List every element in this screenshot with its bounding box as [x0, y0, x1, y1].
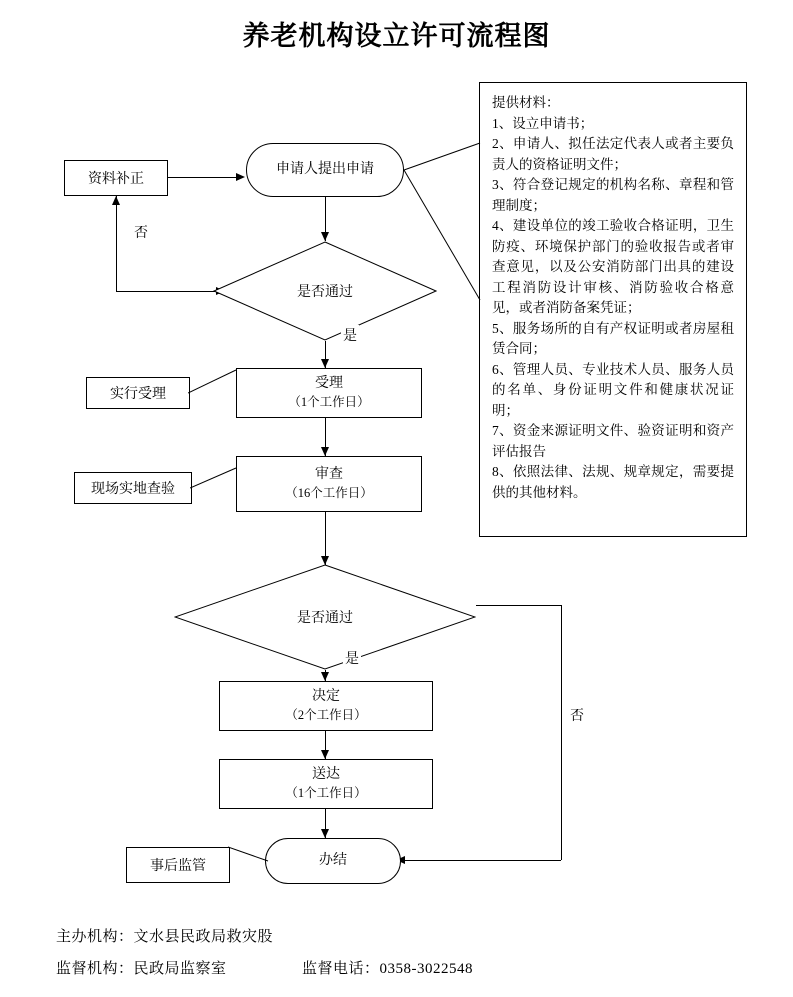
arrowhead — [321, 359, 329, 368]
node-apply — [246, 143, 404, 197]
edge-correction-to-apply — [168, 177, 236, 178]
node-accept-sub: （1个工作日） — [288, 395, 370, 409]
node-finish-label: 办结 — [319, 852, 347, 868]
node-decide-label: 决定 — [312, 689, 340, 705]
edge-no-branch-horizontal — [116, 291, 216, 292]
node-deliver-label: 送达 — [312, 767, 340, 783]
footer-supervisor: 监督机构：民政局监察室 — [56, 961, 227, 977]
footer-phone: 监督电话：0358-3022548 — [302, 961, 473, 977]
page-title: 养老机构设立许可流程图 — [242, 21, 551, 52]
node-deliver — [219, 759, 433, 809]
node-review — [236, 456, 422, 512]
materials-item: 2、申请人、拟任法定代表人或者主要负责人的资格证明文件； — [492, 136, 734, 172]
node-deliver-sub: （1个工作日） — [285, 786, 367, 800]
materials-item: 8、依照法律、法规、规章规定，需要提供的其他材料。 — [492, 464, 734, 500]
node-decision2-label: 是否通过 — [297, 611, 353, 626]
edge-no-branch-vertical — [116, 196, 117, 292]
materials-item: 6、管理人员、专业技术人员、服务人员的名单、身份证明文件和健康状况证明； — [492, 361, 734, 418]
materials-item: 4、建设单位的竣工验收合格证明，卫生防疫、环境保护部门的验收报告或者审查意见，以及公安消防部门出具的建设工程消防设计审核、消防验收合格意见，或者消防备案凭证； — [492, 218, 734, 316]
materials-item: 3、符合登记规定的机构名称、章程和管理制度； — [492, 177, 734, 213]
label-correction: 资料补正 — [64, 160, 168, 196]
arrowhead — [321, 232, 329, 241]
edge-no-branch-2-vertical — [561, 605, 562, 860]
node-decide-sub: （2个工作日） — [285, 708, 367, 722]
edge-label-yes-1: 是 — [341, 325, 359, 345]
materials-item: 5、服务场所的自有产权证明或者房屋租赁合同； — [492, 320, 734, 357]
arrowhead — [321, 829, 329, 838]
node-apply-label: 申请人提出申请 — [276, 161, 374, 177]
node-accept-label: 受理 — [315, 376, 343, 392]
edge-label-no-2: 否 — [568, 705, 586, 725]
materials-box — [479, 82, 747, 537]
edge-label-no-1: 否 — [132, 222, 150, 242]
arrowhead — [112, 196, 120, 205]
node-decision1-label: 是否通过 — [297, 285, 353, 300]
node-decision2 — [174, 564, 476, 670]
materials-item: 1、设立申请书； — [492, 115, 594, 131]
arrowhead — [321, 750, 329, 759]
node-review-sub: （16个工作日） — [285, 486, 373, 500]
label-post-supervision: 事后监管 — [126, 847, 230, 883]
footer-organizer: 主办机构：文水县民政局救灾股 — [56, 929, 274, 945]
materials-heading: 提供材料： — [492, 95, 560, 110]
arrowhead — [321, 672, 329, 681]
edge-no-branch-2-horizontal — [476, 605, 562, 606]
edge-no-branch-2-to-finish — [400, 860, 561, 861]
node-decide — [219, 681, 433, 731]
node-decision1 — [213, 241, 437, 341]
connector-onsite-inspection — [190, 462, 240, 502]
node-finish — [265, 838, 401, 884]
node-accept — [236, 368, 422, 418]
connector-do-accept — [188, 366, 240, 412]
label-onsite-inspection: 现场实地查验 — [74, 472, 192, 504]
connector-post-supervision — [228, 845, 270, 871]
materials-item: 7、资金来源证明文件、验资证明和资产评估报告 — [492, 423, 734, 459]
arrowhead — [236, 173, 245, 181]
edge-label-yes-2: 是 — [343, 648, 361, 668]
node-review-label: 审查 — [315, 467, 343, 483]
arrowhead — [321, 447, 329, 456]
label-do-accept: 实行受理 — [86, 377, 190, 409]
